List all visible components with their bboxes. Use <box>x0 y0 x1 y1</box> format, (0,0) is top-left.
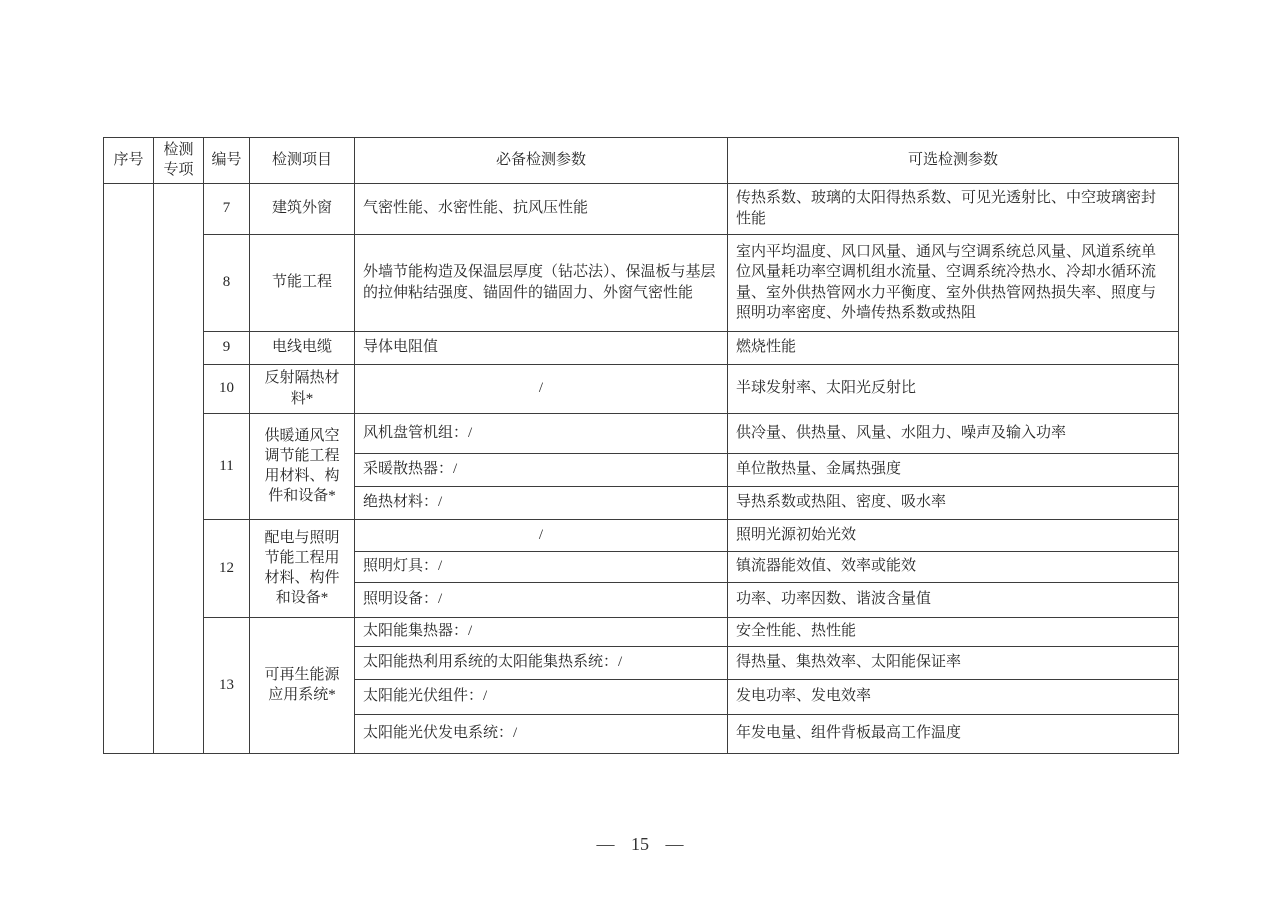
optional-params-cell: 导热系数或热阻、密度、吸水率 <box>728 486 1179 519</box>
optional-params-cell: 供冷量、供热量、风量、水阻力、噪声及输入功率 <box>728 413 1179 453</box>
item-number-cell: 10 <box>204 364 250 413</box>
optional-params-cell: 功率、功率因数、谐波含量值 <box>728 582 1179 617</box>
inspection-item-cell: 可再生能源应用系统* <box>250 617 355 753</box>
page-number: — 15 — <box>596 834 684 854</box>
inspection-item-cell: 建筑外窗 <box>250 183 355 234</box>
optional-params-cell: 镇流器能效值、效率或能效 <box>728 551 1179 582</box>
item-number-cell: 12 <box>204 519 250 617</box>
optional-params-cell: 安全性能、热性能 <box>728 617 1179 646</box>
required-params-cell: 采暖散热器：/ <box>355 453 728 486</box>
header-item-number: 编号 <box>204 138 250 184</box>
required-params-cell: 外墙节能构造及保温层厚度（钻芯法）、保温板与基层的拉伸粘结强度、锚固件的锚固力、外窗气密性能 <box>355 234 728 331</box>
optional-params-cell: 燃烧性能 <box>728 331 1179 364</box>
optional-params-cell: 照明光源初始光效 <box>728 519 1179 551</box>
required-params-cell: 照明灯具：/ <box>355 551 728 582</box>
header-inspection-item: 检测项目 <box>250 138 355 184</box>
serial-number-body-cell <box>104 183 154 753</box>
header-required-parameters: 必备检测参数 <box>355 138 728 184</box>
table-row <box>104 364 1179 413</box>
header-inspection-specialty: 检测专项 <box>154 138 204 184</box>
inspection-item-cell: 节能工程 <box>250 234 355 331</box>
table-row <box>104 234 1179 331</box>
required-params-cell: 太阳能光伏组件：/ <box>355 679 728 714</box>
required-params-cell: 气密性能、水密性能、抗风压性能 <box>355 183 728 234</box>
inspection-parameters-table <box>103 137 1179 754</box>
item-number-cell: 11 <box>204 413 250 519</box>
specialty-body-cell <box>154 183 204 753</box>
optional-params-cell: 室内平均温度、风口风量、通风与空调系统总风量、风道系统单位风量耗功率空调机组水流量、空调系统冷热水、冷却水循环流量、室外供热管网水力平衡度、室外供热管网热损失率、照度与照明功率密度、外墙传热系数或热阻 <box>728 234 1179 331</box>
required-params-cell: 照明设备：/ <box>355 582 728 617</box>
optional-params-cell: 传热系数、玻璃的太阳得热系数、可见光透射比、中空玻璃密封性能 <box>728 183 1179 234</box>
header-serial-number: 序号 <box>104 138 154 184</box>
inspection-item-cell: 配电与照明节能工程用材料、构件和设备* <box>250 519 355 617</box>
item-number-cell: 13 <box>204 617 250 753</box>
required-params-cell: 太阳能光伏发电系统：/ <box>355 714 728 753</box>
inspection-item-cell: 供暖通风空调节能工程用材料、构件和设备* <box>250 413 355 519</box>
required-params-cell: / <box>355 364 728 413</box>
optional-params-cell: 发电功率、发电效率 <box>728 679 1179 714</box>
required-params-cell: 风机盘管机组：/ <box>355 413 728 453</box>
required-params-cell: / <box>355 519 728 551</box>
item-number-cell: 7 <box>204 183 250 234</box>
item-number-cell: 9 <box>204 331 250 364</box>
inspection-item-cell: 反射隔热材料* <box>250 364 355 413</box>
header-optional-parameters: 可选检测参数 <box>728 138 1179 184</box>
item-number-cell: 8 <box>204 234 250 331</box>
required-params-cell: 太阳能集热器：/ <box>355 617 728 646</box>
table-row <box>104 413 1179 453</box>
table-row <box>104 519 1179 551</box>
optional-params-cell: 得热量、集热效率、太阳能保证率 <box>728 646 1179 679</box>
table-row <box>104 617 1179 646</box>
optional-params-cell: 单位散热量、金属热强度 <box>728 453 1179 486</box>
table-row <box>104 331 1179 364</box>
optional-params-cell: 年发电量、组件背板最高工作温度 <box>728 714 1179 753</box>
required-params-cell: 太阳能热利用系统的太阳能集热系统：/ <box>355 646 728 679</box>
required-params-cell: 绝热材料：/ <box>355 486 728 519</box>
table-header-row <box>104 138 1179 184</box>
table-row <box>104 183 1179 234</box>
optional-params-cell: 半球发射率、太阳光反射比 <box>728 364 1179 413</box>
inspection-item-cell: 电线电缆 <box>250 331 355 364</box>
required-params-cell: 导体电阻值 <box>355 331 728 364</box>
